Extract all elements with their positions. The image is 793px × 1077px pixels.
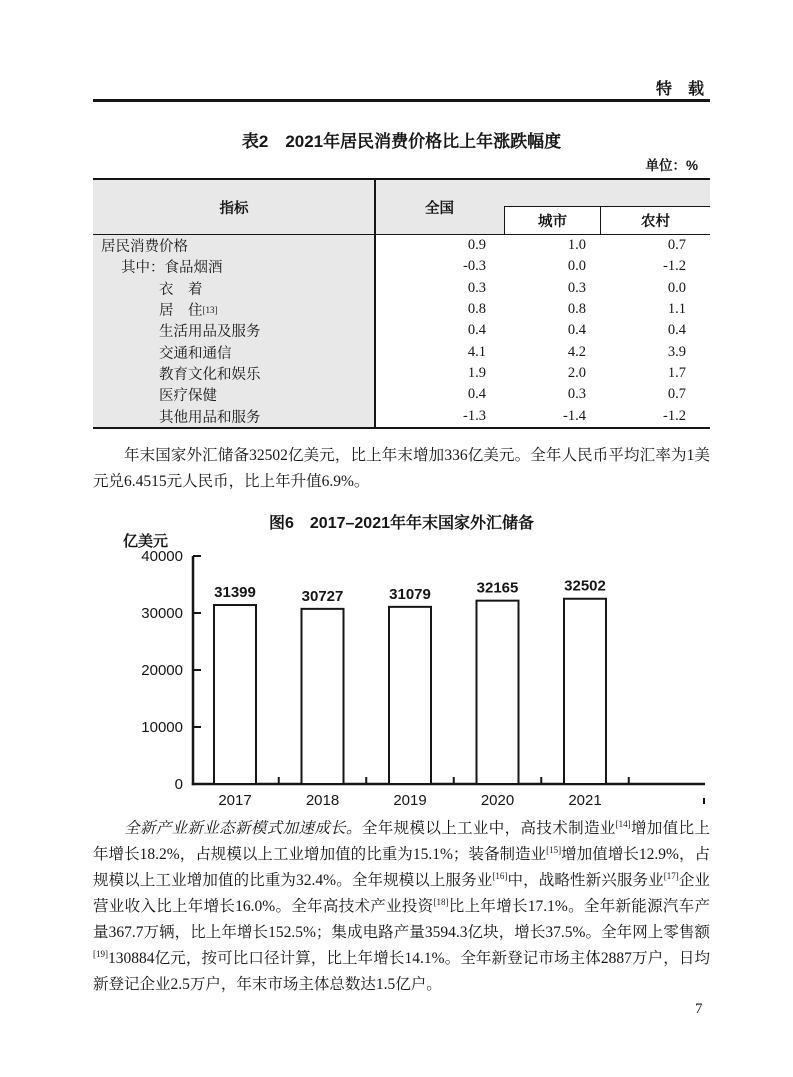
footnote-marker: [16]: [492, 870, 508, 881]
row-label: 医疗保健: [159, 388, 217, 405]
row-label: 其他用品和服务: [159, 409, 261, 426]
table-vertical-divider: [374, 180, 376, 427]
cell-city: 0.3: [567, 279, 586, 296]
paragraph-text: 企业营业收入比上年增长16.0%。全年高技术产业投资: [93, 872, 710, 915]
y-tick-label: 30000: [141, 605, 183, 622]
paragraph-text: 增加值比上年增长18.2%，占规模以上工业增加值的比重为15.1%；装备制造业: [93, 820, 710, 863]
bar-value-label: 32502: [564, 577, 606, 595]
paragraph-text: 比上年增长17.1%。全年新能源汽车产量367.7万辆，比上年增长152.5%；集成电路产量3594.3亿块，增长37.5%。全年网上零售额: [93, 898, 710, 941]
row-label: 衣 着: [159, 281, 203, 298]
row-label-cell: [93, 341, 375, 362]
table-row: [93, 341, 710, 362]
y-tick-label: 20000: [141, 662, 183, 679]
cell-rural: 0.7: [667, 386, 686, 403]
cell-rural: -1.2: [663, 258, 686, 275]
x-tick-label: 2019: [393, 792, 427, 809]
footnote-marker: [15]: [546, 844, 562, 855]
row-label-cell: [93, 320, 375, 341]
cpi-table: [93, 178, 710, 429]
paragraph-text: 中，战略性新兴服务业: [507, 872, 664, 889]
running-head: 特 载: [655, 81, 704, 98]
cell-city: 1.0: [567, 237, 586, 254]
cell-city: 0.8: [567, 301, 586, 318]
cell-city: 0.4: [567, 322, 586, 339]
column-header-city: 城市: [504, 206, 600, 234]
cell-national: 0.4: [467, 322, 486, 339]
paragraph-text: 增加值增长12.9%，占规模以上工业增加值的比重为32.4%。全年规模以上服务业: [93, 846, 710, 889]
table-row: [93, 299, 710, 320]
cell-national: 0.3: [467, 279, 486, 296]
footnote-marker: [18]: [433, 896, 449, 907]
table-row: [93, 363, 710, 384]
column-header-national: 全国: [425, 200, 454, 217]
page-content: [93, 0, 710, 1077]
row-label: 生活用品及服务: [159, 324, 261, 341]
row-label-cell: [93, 405, 375, 426]
table-title: 表2 2021年居民消费价格比上年涨跌幅度: [241, 132, 562, 151]
cell-city: 0.3: [567, 386, 586, 403]
cell-rural: -1.2: [663, 407, 686, 424]
bar-chart: [93, 532, 713, 814]
row-label: 居民消费价格: [101, 239, 188, 256]
bar-value-label: 30727: [301, 587, 344, 605]
row-label-cell: [93, 363, 375, 384]
table-header-row: [93, 180, 710, 235]
cell-national: 1.9: [467, 364, 486, 381]
cell-rural: 0.4: [667, 322, 686, 339]
table-unit-note: 单位：%: [645, 158, 698, 173]
x-tick-label: 2021: [568, 792, 602, 809]
table-body: [93, 235, 710, 427]
cell-national: 4.1: [467, 343, 486, 360]
cell-city: 0.0: [567, 258, 586, 275]
table-row: [93, 235, 710, 256]
paragraph-text: 全年规模以上工业中，高技术制造业: [361, 820, 616, 837]
cell-city: 4.2: [567, 343, 586, 360]
row-label-cell: [93, 384, 375, 405]
table-row: [93, 405, 710, 426]
bar-value-label: 31399: [214, 584, 256, 602]
row-label: 居 住: [159, 303, 203, 320]
bar-2019: [389, 607, 431, 784]
y-tick-label: 0: [174, 776, 183, 793]
bar-2020: [477, 601, 519, 784]
paragraph-forex: 年末国家外汇储备32502亿美元，比上年末增加336亿美元。全年人民币平均汇率为1美元兑6.4515元人民币，比上年升值6.9%。: [93, 447, 710, 490]
table-row: [93, 256, 710, 277]
x-tick-label: 2017: [218, 792, 252, 809]
cell-rural: 0.0: [667, 279, 686, 296]
table-row: [93, 320, 710, 341]
y-tick-label: 40000: [141, 548, 183, 565]
cell-rural: 1.7: [667, 364, 686, 381]
cell-rural: 3.9: [667, 343, 686, 360]
table-row: [93, 384, 710, 405]
paragraph-new-industries: [93, 816, 710, 998]
footnote-marker: [19]: [93, 948, 108, 959]
footnote-marker: [14]: [615, 818, 631, 829]
bar-value-label: 31079: [389, 585, 431, 603]
column-header-indicator: 指标: [219, 200, 249, 217]
column-header-rural: 农村: [600, 206, 710, 234]
cell-city: -1.4: [563, 407, 586, 424]
cell-national: -0.3: [463, 258, 486, 275]
paragraph-text: 130884亿元，按可比口径计算，比上年增长14.1%。全年新登记市场主体2887万户，日均新登记企业2.5万户，年末市场主体总数达1.5亿户。: [93, 950, 710, 993]
table-row: [93, 278, 710, 299]
cell-city: 2.0: [567, 364, 586, 381]
row-label: 交通和通信: [159, 345, 232, 362]
bar-value-label: 32165: [476, 579, 519, 597]
row-label-cell: [93, 235, 375, 256]
cell-national: 0.9: [467, 237, 486, 254]
bar-2017: [214, 605, 256, 784]
bar-2018: [302, 609, 344, 784]
x-tick-label: 2020: [480, 792, 515, 809]
cell-national: -1.3: [463, 407, 486, 424]
cell-rural: 0.7: [667, 237, 686, 254]
row-label-cell: [93, 278, 375, 299]
header-rule: [93, 99, 710, 102]
row-label-cell: [93, 256, 375, 277]
footnote-marker: [17]: [663, 870, 679, 881]
y-tick-label: 10000: [141, 719, 183, 736]
cell-rural: 1.1: [667, 301, 686, 318]
page-number: 7: [695, 1001, 703, 1017]
cell-national: 0.4: [467, 386, 486, 403]
x-tick-label: 2018: [305, 792, 340, 809]
row-label: 其中：食品烟酒: [121, 260, 223, 277]
emphasis-lead: 全新产业新业态新模式加速成长。: [124, 820, 362, 837]
row-label: 教育文化和娱乐: [159, 366, 261, 383]
chart-title: 图6 2017–2021年年末国家外汇储备: [269, 515, 534, 532]
row-label-cell: 居 住 [13]: [93, 299, 375, 320]
y-axis-unit-label: 亿美元: [122, 533, 168, 550]
bar-2021: [564, 599, 606, 784]
cell-national: 0.8: [467, 301, 486, 318]
